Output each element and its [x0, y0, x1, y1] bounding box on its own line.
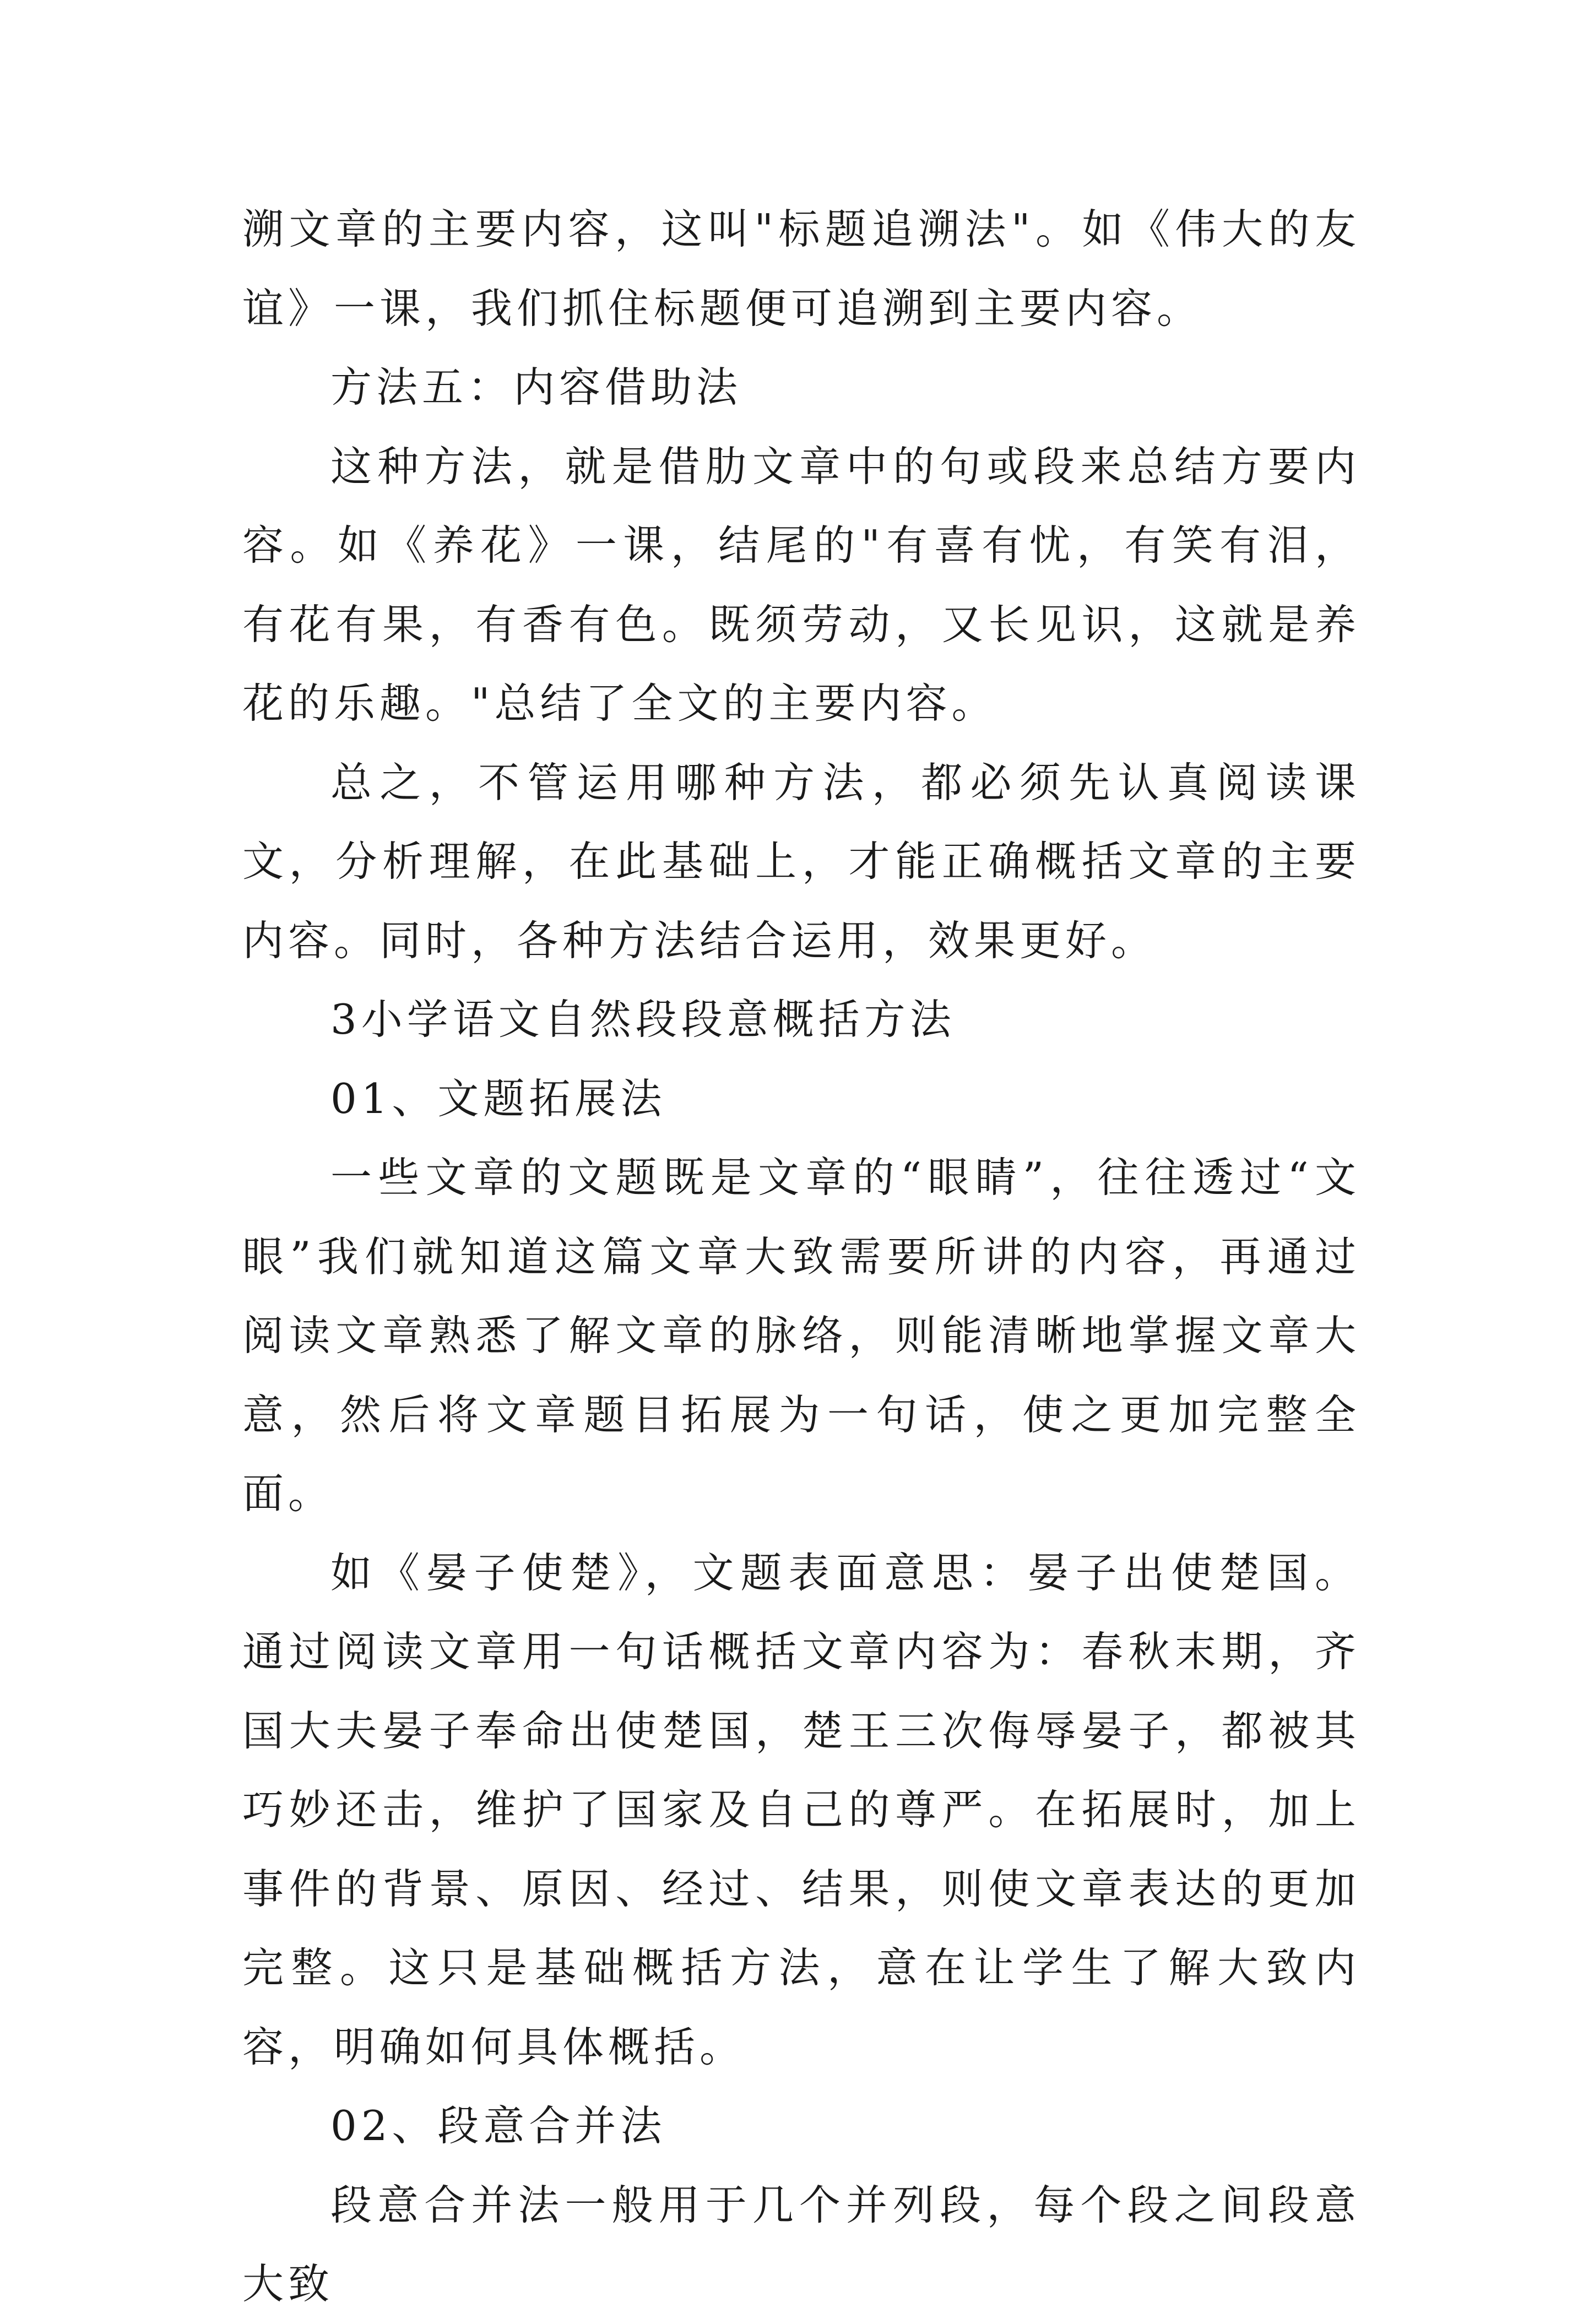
- heading-method-5: 方法五：内容借助法: [330, 363, 742, 411]
- document-body: [242, 190, 1360, 2324]
- section-heading-3: 3小学语文自然段段意概括方法: [330, 995, 956, 1044]
- subheading-01: 01、文题拓展法: [330, 1074, 666, 1123]
- paragraph-3: 这种方法，就是借肋文章中的句或段来总结方要内容。如《养花》一课，结尾的"有喜有忧，有笑有泪，有花有果，有香有色。既须劳动，又长见识，这就是养花的乐趣。"总结了全文的主要内容。: [242, 442, 1360, 727]
- paragraph-10: 段意合并法一般用于几个并列段，每个段之间段意大致: [242, 2180, 1360, 2308]
- paragraph-1: 溯文章的主要内容，这叫"标题追溯法"。如《伟大的友谊》一课，我们抓住标题便可追溯到主要内容。: [242, 205, 1360, 333]
- subheading-02: 02、段意合并法: [330, 2102, 666, 2150]
- paragraph-7: 一些文章的文题既是文章的“眼睛”，往往透过“文眼”我们就知道这篇文章大致需要所讲的内容，再通过阅读文章熟悉了解文章的脉络，则能清晰地掌握文章大意，然后将文章题目拓展为一句话，使之更加完整全面。: [242, 1153, 1360, 1518]
- paragraph-8: 如《晏子使楚》，文题表面意思：晏子出使楚国。通过阅读文章用一句话概括文章内容为：春秋末期，齐国大夫晏子奉命出使楚国，楚王三次侮辱晏子，都被其巧妙还击，维护了国家及自己的尊严。在拓展时，加上事件的背景、原因、经过、结果，则使文章表达的更加完整。这只是基础概括方法，意在让学生了解大致内容，明确如何具体概括。: [242, 1548, 1360, 2071]
- paragraph-4: 总之，不管运用哪种方法，都必须先认真阅读课文，分析理解，在此基础上，才能正确概括文章的主要内容。同时，各种方法结合运用，效果更好。: [242, 758, 1360, 965]
